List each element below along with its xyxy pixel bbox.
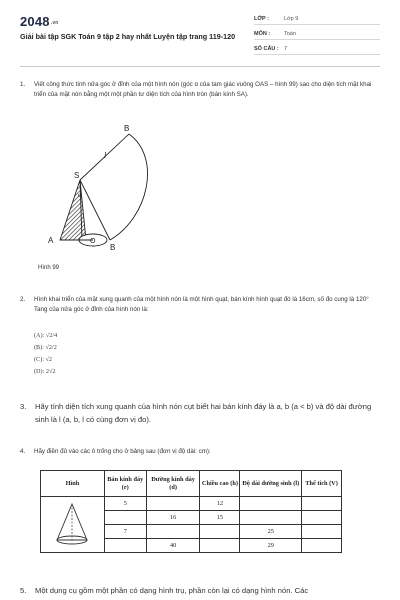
option-c[interactable]: (C): √2: [34, 356, 53, 363]
meta-key: LỚP :: [254, 16, 269, 22]
site-logo[interactable]: [20, 14, 59, 29]
question-text: Hình khai triển của mặt xung quanh của một hình nón là một hình quạt, bán kính hình quạt đó là 16cm, số đo cung là 120° Tang của nửa góc ở đỉnh của hình nón là:: [34, 296, 369, 314]
label-b-bottom: B: [110, 243, 116, 252]
table-cell[interactable]: 40: [146, 539, 200, 553]
question-number: 3.: [20, 402, 27, 411]
figure-99-cone-diagram: [38, 122, 168, 262]
table-cell[interactable]: 7: [104, 525, 146, 539]
figure-caption: Hình 99: [38, 265, 60, 271]
question-number: 5.: [20, 586, 27, 595]
label-b-top: B: [124, 124, 130, 133]
table-cell[interactable]: [302, 511, 342, 525]
table-cell[interactable]: 25: [240, 525, 302, 539]
label-a: A: [48, 236, 54, 245]
col-header: Bán kính đáy (r): [104, 471, 146, 497]
question-text: Hãy điền đủ vào các ô trống cho ở bảng sau (đơn vị độ dài: cm):: [34, 448, 211, 455]
document-header: [0, 0, 400, 68]
question-number: 4.: [20, 448, 26, 455]
option-d[interactable]: (D): 2√2: [34, 368, 56, 375]
table-cell[interactable]: 16: [146, 511, 200, 525]
table-cell[interactable]: [240, 511, 302, 525]
document-title: Giải bài tập SGK Toán 9 tập 2 hay nhất Luyện tập trang 119-120: [20, 32, 236, 41]
table-cell[interactable]: 15: [200, 511, 240, 525]
sector-arc: [110, 134, 148, 240]
meta-row-grade: [254, 14, 380, 25]
meta-row-subject: [254, 29, 380, 40]
col-header: Thể tích (V): [302, 471, 342, 497]
col-header: Đường kính đáy (d): [146, 471, 200, 497]
label-o: O: [90, 238, 96, 245]
table-cell[interactable]: [146, 497, 200, 511]
table-cell[interactable]: [146, 525, 200, 539]
logo-tld: .vn: [50, 19, 59, 26]
col-header: Độ dài đường sinh (l): [240, 471, 302, 497]
meta-key: SỐ CÂU :: [254, 46, 279, 52]
label-s: S: [74, 171, 80, 180]
col-header: Chiều cao (h): [200, 471, 240, 497]
table-cell[interactable]: [104, 511, 146, 525]
col-header: Hình: [41, 471, 105, 497]
header-divider: [20, 66, 380, 67]
logo-text: 2048: [20, 14, 50, 29]
meta-key: MÔN :: [254, 31, 271, 37]
meta-row-count: [254, 44, 380, 55]
question-number: 1.: [20, 81, 26, 88]
table-cell[interactable]: [200, 539, 240, 553]
question-text: Hãy tính diện tích xung quanh của hình nón cụt biết hai bán kính đáy là a, b (a < b) và độ dài đường sinh là l (a, b, l có cùng đơn vị đo).: [35, 402, 372, 424]
meta-panel: [254, 14, 380, 59]
table-cell[interactable]: [302, 525, 342, 539]
option-b[interactable]: (B): √2/2: [34, 344, 57, 351]
table-cell[interactable]: 12: [200, 497, 240, 511]
meta-value: 7: [284, 46, 288, 52]
fill-in-table: [40, 470, 342, 553]
table-cell[interactable]: [104, 539, 146, 553]
question-text: Viết công thức tính nửa góc ở đỉnh của một hình nón (góc α của tam giác vuông OAS – hình 99) sao cho diện tích mặt khai triển của mặt nón bằng một một phần tư diện tích của hình tròn (bán kính SA).: [34, 81, 372, 99]
option-a[interactable]: (A): √2/4: [34, 332, 58, 339]
table-row: [41, 497, 342, 511]
table-cell[interactable]: [240, 497, 302, 511]
question-text: Một dụng cụ gồm một phần có dạng hình trụ, phần còn lại có dạng hình nón. Các: [35, 586, 309, 595]
label-l: l: [104, 151, 107, 160]
table-cell[interactable]: [200, 525, 240, 539]
meta-value: Toán: [284, 31, 296, 37]
meta-value: Lớp 9: [284, 16, 299, 22]
answer-options: [34, 330, 57, 378]
table-cell[interactable]: [302, 497, 342, 511]
table-header-row: [41, 471, 342, 497]
cone-figure-cell: [41, 497, 105, 553]
label-alpha: α: [78, 191, 82, 199]
table-cell[interactable]: [302, 539, 342, 553]
question-number: 2.: [20, 296, 26, 303]
table-cell[interactable]: 5: [104, 497, 146, 511]
table-cell[interactable]: 29: [240, 539, 302, 553]
cone-icon: [52, 500, 92, 548]
